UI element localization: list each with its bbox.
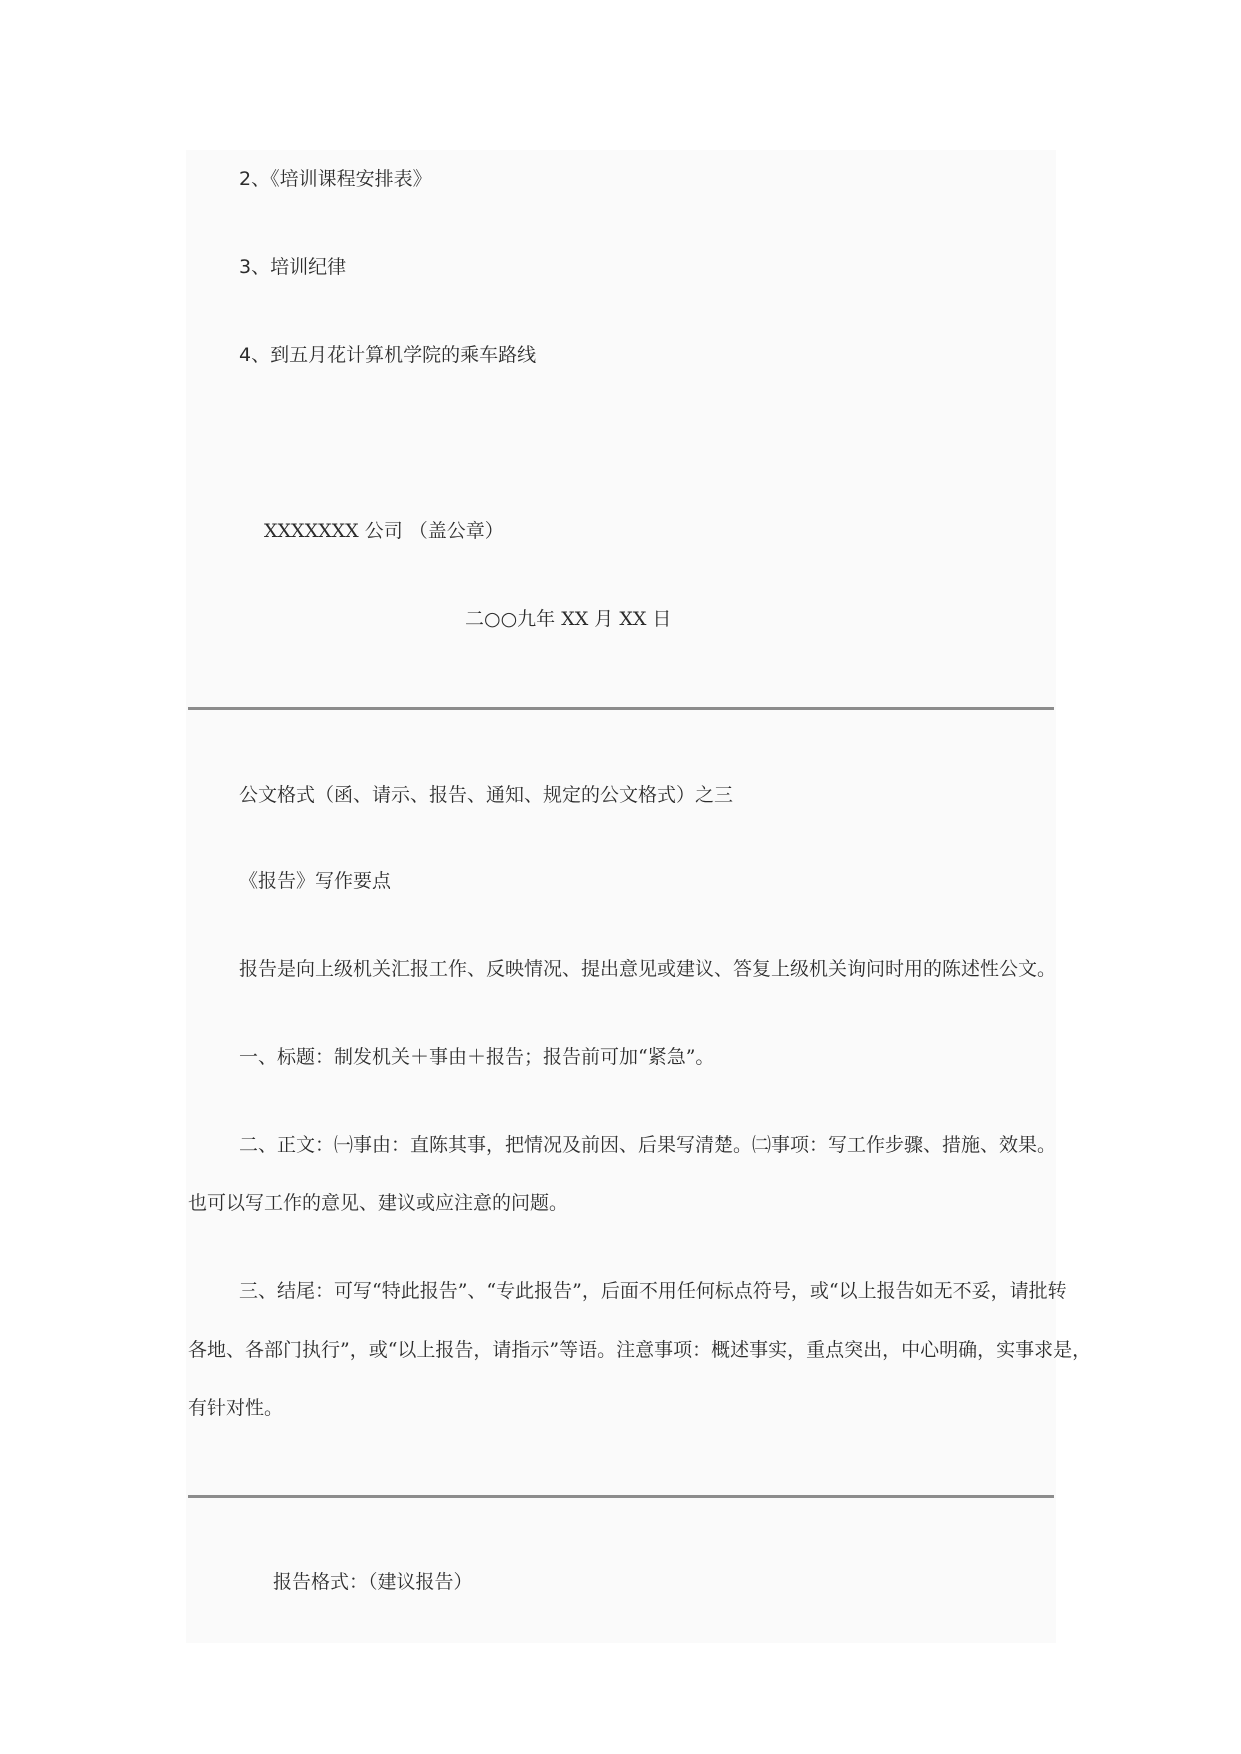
report-definition: 报告是向上级机关汇报工作、反映情况、提出意见或建议、答复上级机关询问时用的陈述性公文。 bbox=[239, 958, 1057, 980]
attachment-item-4: 4、到五月花计算机学院的乘车路线 bbox=[239, 344, 537, 366]
report-format-label: 报告格式：（建议报告） bbox=[273, 1571, 473, 1593]
section-divider bbox=[188, 707, 1054, 710]
point-ending-line-2: 各地、各部门执行”，或“以上报告，请指示”等语。注意事项：概述事实，重点突出，中心明确，实事求是， bbox=[188, 1339, 1092, 1361]
section-heading: 公文格式（函、请示、报告、通知、规定的公文格式）之三 bbox=[239, 784, 734, 806]
section-subheading: 《报告》写作要点 bbox=[239, 870, 392, 892]
point-ending-line-1: 三、结尾：可写“特此报告”、“专此报告”，后面不用任何标点符号，或“以上报告如无不妥，请批转 bbox=[239, 1280, 1067, 1302]
company-signature: XXXXXXX 公司 （盖公章） bbox=[264, 520, 504, 542]
attachment-item-2: 2、《培训课程安排表》 bbox=[239, 168, 432, 190]
attachment-item-3: 3、培训纪律 bbox=[239, 256, 347, 278]
document-page bbox=[186, 150, 1056, 1643]
point-ending-line-3: 有针对性。 bbox=[188, 1397, 284, 1419]
point-title: 一、标题：制发机关＋事由＋报告；报告前可加“紧急”。 bbox=[239, 1046, 715, 1068]
signature-date: 二○○九年 XX 月 XX 日 bbox=[465, 608, 672, 630]
point-body-line-1: 二、正文：㈠事由：直陈其事，把情况及前因、后果写清楚。㈡事项：写工作步骤、措施、效果。 bbox=[239, 1134, 1057, 1156]
section-divider bbox=[188, 1495, 1054, 1498]
point-body-line-2: 也可以写工作的意见、建议或应注意的问题。 bbox=[188, 1192, 569, 1214]
